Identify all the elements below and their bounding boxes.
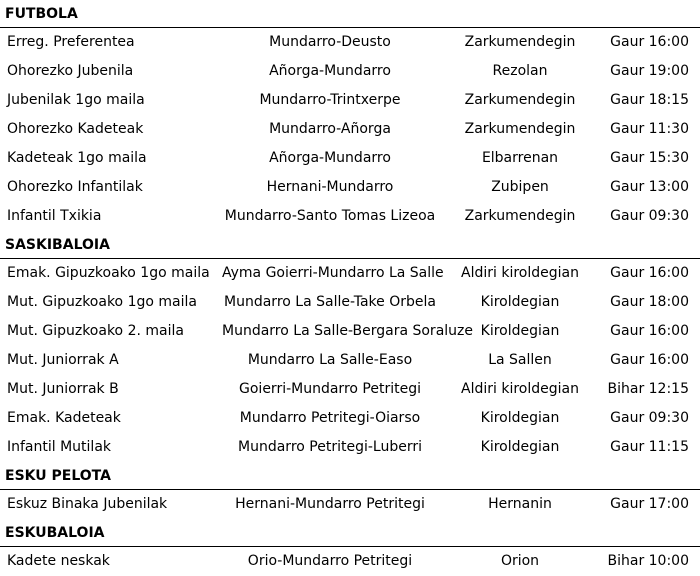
match-cell: Mundarro Petritegi-Luberri	[238, 439, 422, 455]
venue-cell: La Sallen	[488, 352, 552, 368]
match-cell: Ayma Goierri-Mundarro La Salle	[222, 265, 444, 281]
time-cell: Gaur 11:15	[610, 439, 689, 455]
category-cell: Mut. Gipuzkoako 1go maila	[7, 294, 197, 310]
category-cell: Ohorezko Infantilak	[7, 179, 143, 195]
table-row	[0, 375, 700, 404]
time-cell: Gaur 13:00	[610, 179, 689, 195]
venue-cell: Rezolan	[492, 63, 548, 79]
match-cell: Añorga-Mundarro	[269, 150, 391, 166]
table-row	[0, 404, 700, 433]
time-cell: Gaur 19:00	[610, 63, 689, 79]
category-cell: Kadete neskak	[7, 553, 110, 569]
table-row	[0, 346, 700, 375]
time-cell: Gaur 16:00	[610, 323, 689, 339]
match-cell: Goierri-Mundarro Petritegi	[239, 381, 421, 397]
venue-cell: Zarkumendegin	[464, 121, 576, 137]
section-header: FUTBOLA	[0, 0, 700, 28]
venue-cell: Zarkumendegin	[464, 208, 576, 224]
match-cell: Mundarro La Salle-Bergara Soraluze	[222, 323, 473, 339]
venue-cell: Zubipen	[491, 179, 549, 195]
table-row	[0, 547, 700, 576]
time-cell: Bihar 12:15	[607, 381, 689, 397]
match-cell: Añorga-Mundarro	[269, 63, 391, 79]
category-cell: Mut. Juniorrak B	[7, 381, 119, 397]
venue-cell: Zarkumendegin	[464, 34, 576, 50]
section-header: ESKU PELOTA	[0, 462, 700, 490]
category-cell: Ohorezko Jubenila	[7, 63, 134, 79]
venue-cell: Kiroldegian	[480, 410, 560, 426]
venue-cell: Zarkumendegin	[464, 92, 576, 108]
table-row	[0, 317, 700, 346]
venue-cell: Kiroldegian	[480, 439, 560, 455]
match-cell: Mundarro-Trintxerpe	[259, 92, 401, 108]
venue-cell: Aldiri kiroldegian	[461, 265, 579, 281]
table-row	[0, 115, 700, 144]
table-row	[0, 173, 700, 202]
time-cell: Gaur 16:00	[610, 352, 689, 368]
time-cell: Gaur 17:00	[610, 496, 689, 512]
table-row	[0, 57, 700, 86]
time-cell: Gaur 18:15	[610, 92, 689, 108]
table-row	[0, 28, 700, 57]
table-row	[0, 86, 700, 115]
category-cell: Kadeteak 1go maila	[7, 150, 147, 166]
time-cell: Bihar 10:00	[607, 553, 689, 569]
time-cell: Gaur 11:30	[610, 121, 689, 137]
venue-cell: Kiroldegian	[480, 294, 560, 310]
venue-cell: Aldiri kiroldegian	[461, 381, 579, 397]
match-cell: Mundarro-Añorga	[269, 121, 391, 137]
match-cell: Mundarro-Santo Tomas Lizeoa	[224, 208, 436, 224]
category-cell: Infantil Mutilak	[7, 439, 112, 455]
time-cell: Gaur 16:00	[610, 34, 689, 50]
match-cell: Mundarro-Deusto	[269, 34, 391, 50]
time-cell: Gaur 09:30	[610, 410, 689, 426]
category-cell: Mut. Gipuzkoako 2. maila	[7, 323, 184, 339]
time-cell: Gaur 15:30	[610, 150, 689, 166]
match-cell: Hernani-Mundarro Petritegi	[235, 496, 425, 512]
match-cell: Hernani-Mundarro	[266, 179, 394, 195]
venue-cell: Kiroldegian	[480, 323, 560, 339]
table-row	[0, 202, 700, 231]
table-row	[0, 433, 700, 462]
match-cell: Orio-Mundarro Petritegi	[247, 553, 413, 569]
section-header: SASKIBALOIA	[0, 231, 700, 259]
category-cell: Mut. Juniorrak A	[7, 352, 119, 368]
category-cell: Emak. Kadeteak	[7, 410, 121, 426]
venue-cell: Elbarrenan	[481, 150, 559, 166]
venue-cell: Orion	[500, 553, 540, 569]
match-cell: Mundarro La Salle-Take Orbela	[224, 294, 436, 310]
category-cell: Infantil Txikia	[7, 208, 102, 224]
category-cell: Erreg. Preferentea	[7, 34, 135, 50]
table-row	[0, 288, 700, 317]
category-cell: Emak. Gipuzkoako 1go maila	[7, 265, 210, 281]
venue-cell: Hernanin	[488, 496, 552, 512]
match-cell: Mundarro La Salle-Easo	[247, 352, 413, 368]
time-cell: Gaur 09:30	[610, 208, 689, 224]
section-header: ESKUBALOIA	[0, 519, 700, 547]
table-row	[0, 144, 700, 173]
time-cell: Gaur 18:00	[610, 294, 689, 310]
time-cell: Gaur 16:00	[610, 265, 689, 281]
table-row	[0, 490, 700, 519]
category-cell: Jubenilak 1go maila	[7, 92, 145, 108]
category-cell: Ohorezko Kadeteak	[7, 121, 144, 137]
category-cell: Eskuz Binaka Jubenilak	[7, 496, 168, 512]
table-row	[0, 259, 700, 288]
match-cell: Mundarro Petritegi-Oiarso	[239, 410, 421, 426]
